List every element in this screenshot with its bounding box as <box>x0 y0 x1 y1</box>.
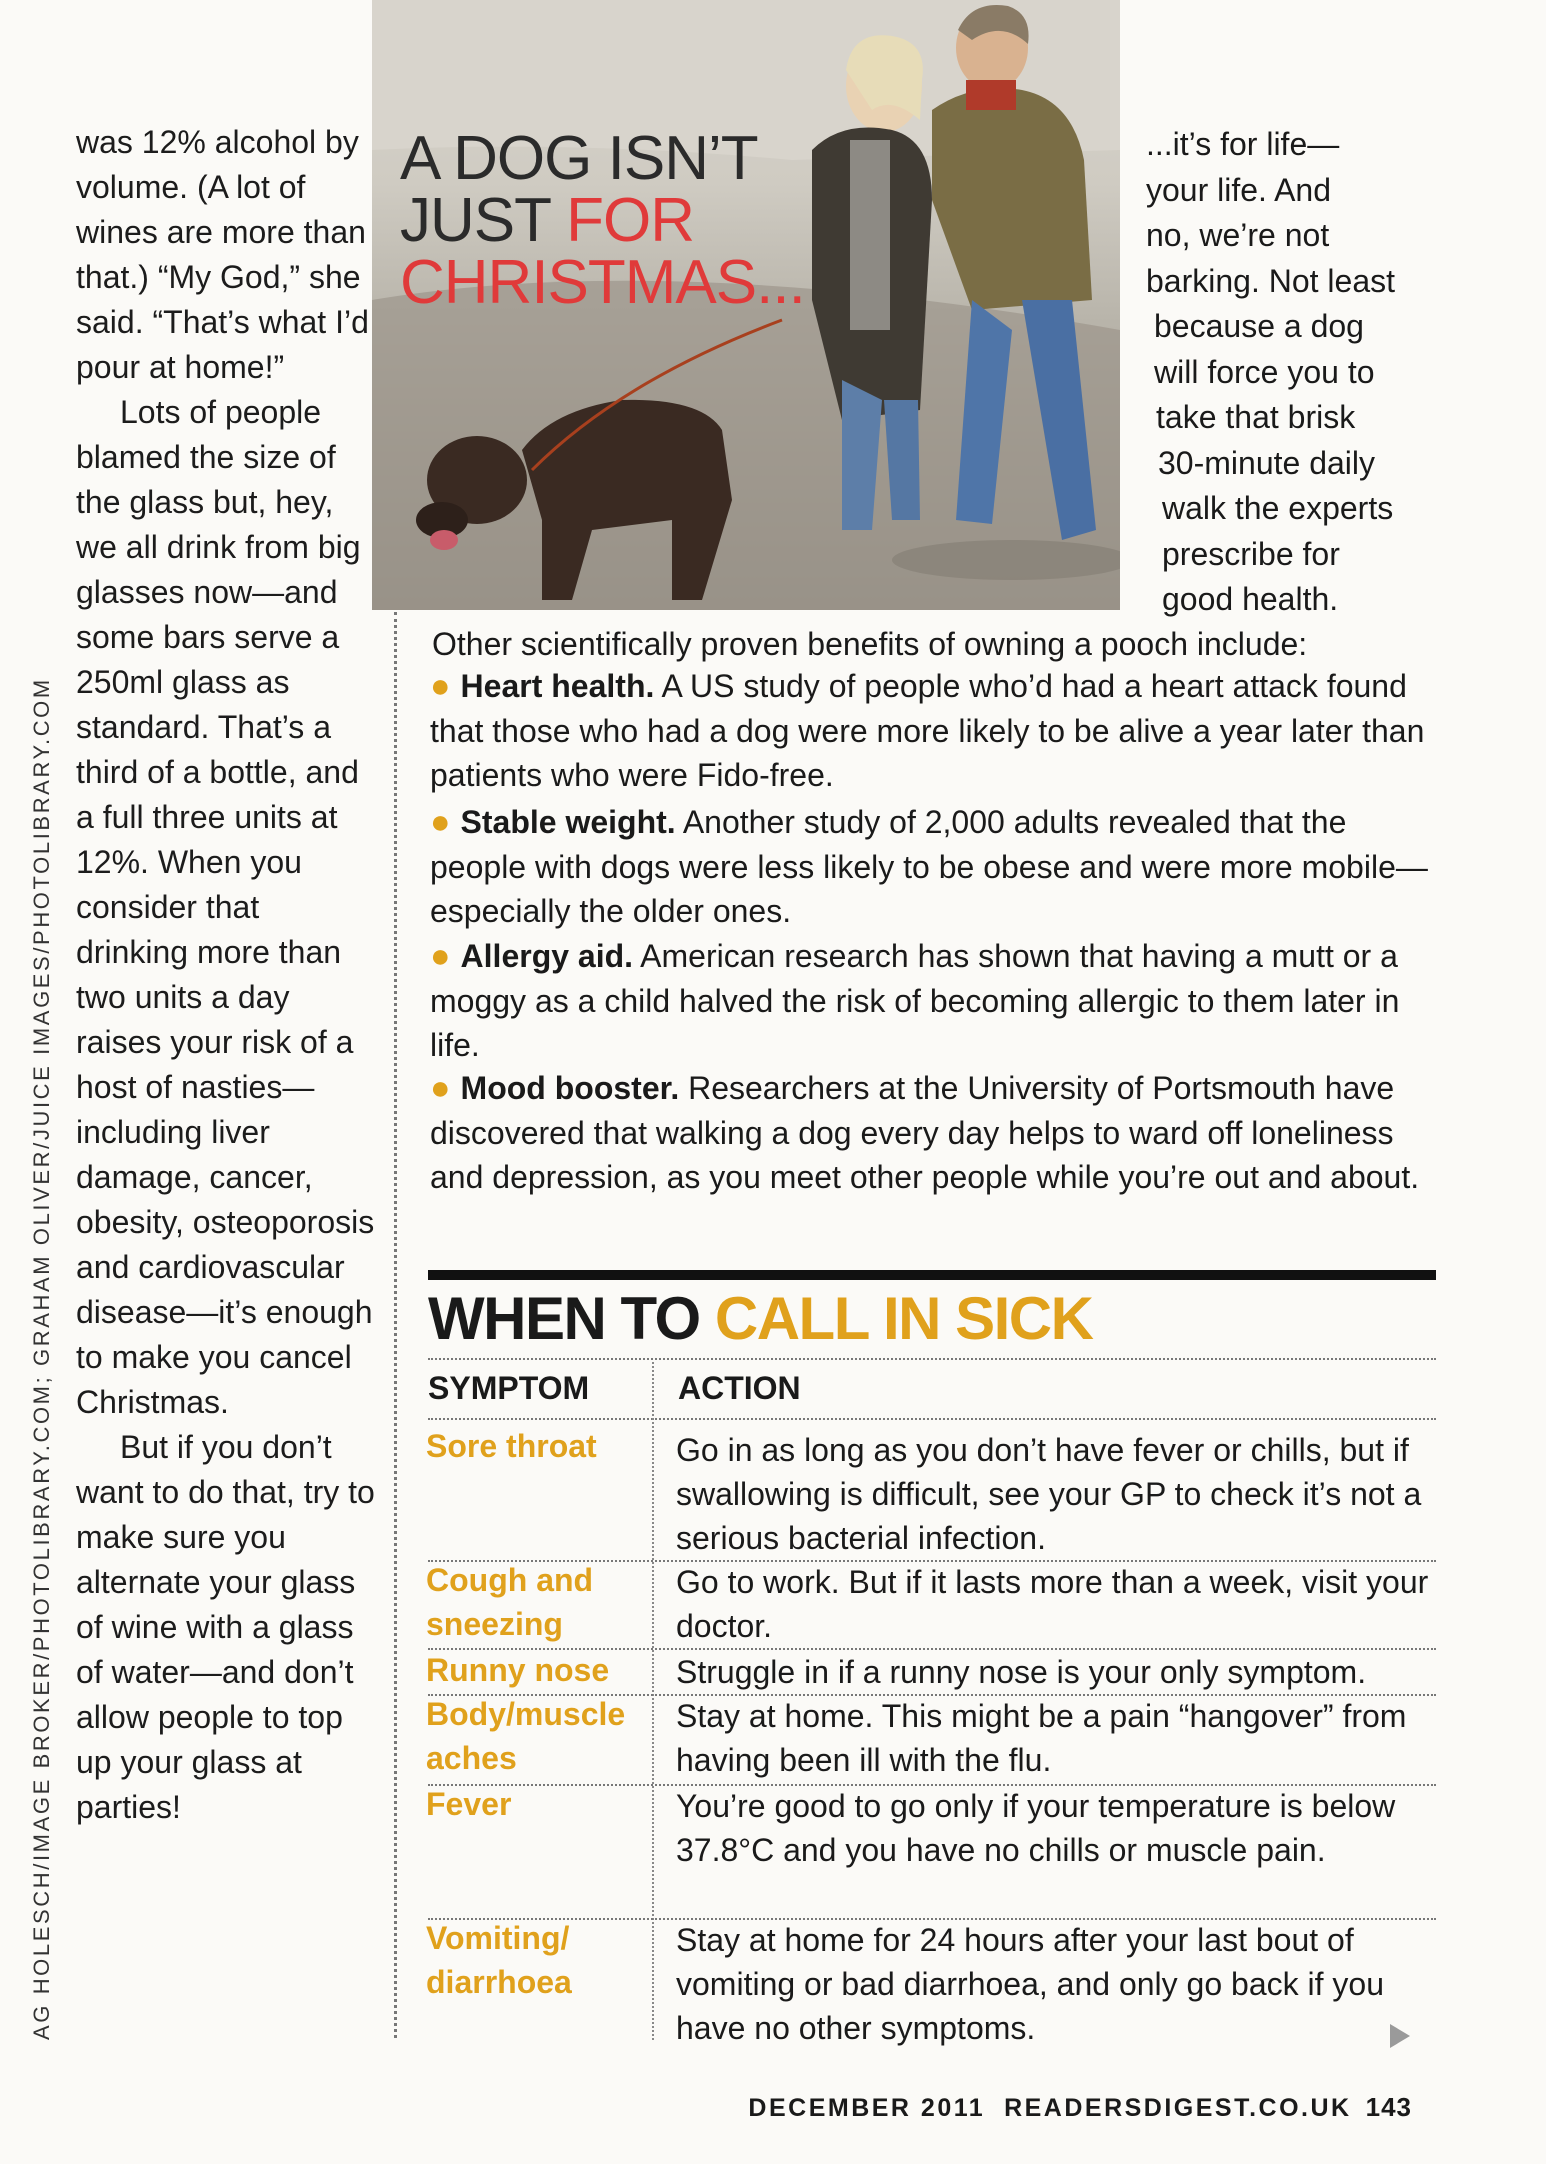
right-column <box>1146 122 1446 623</box>
bullet-dot-icon: ● <box>430 1069 451 1107</box>
bullet-heart-health <box>430 664 1446 798</box>
symptom-cough: Cough and sneezing <box>426 1562 594 1642</box>
table-header-action: ACTION <box>678 1370 801 1406</box>
action-runny-nose: Struggle in if a runny nose is your only symptom. <box>676 1654 1367 1690</box>
bullet-text: Another study of 2,000 adults revealed that the people with dogs were less likely to be obese and were more mobile—especially the older ones. <box>430 804 1428 929</box>
headline-for: FOR <box>566 186 694 255</box>
headline-line-1: A DOG ISN’T <box>400 124 758 193</box>
bullet-stable-weight <box>430 800 1446 934</box>
symptom-fever: Fever <box>426 1786 512 1822</box>
headline-line-3: CHRISTMAS... <box>400 248 805 317</box>
bullet-title: Mood booster. <box>460 1070 680 1106</box>
footer-site: READERSDIGEST.CO.UK <box>1004 2094 1352 2122</box>
bullet-title: Heart health. <box>460 668 655 704</box>
action-cough: Go to work. But if it lasts more than a week, visit your doctor. <box>676 1564 1429 1644</box>
bullet-text: A US study of people who’d had a heart attack found that those who had a dog were more likely to be alive a year later than patients who were Fido-free. <box>430 668 1425 793</box>
right-column-line: prescribe for <box>1162 535 1340 572</box>
right-column-line: no, we’re not <box>1146 217 1330 253</box>
section-title-b: CALL IN SICK <box>714 1285 1093 1352</box>
section-title <box>428 1282 1092 1356</box>
left-paragraph-3: But if you don’t want to do that, try to make sure you alternate your glass of wine with a glass of water—and don’t allow people to top up your glass at parties! <box>76 1429 375 1825</box>
benefits-intro: Other scientifically proven benefits of owning a pooch include: <box>432 626 1308 662</box>
right-column-line: good health. <box>1162 581 1339 617</box>
action-vomiting: Stay at home for 24 hours after your last bout of vomiting or bad diarrhoea, and only go back if you have no other symptoms. <box>676 1922 1384 2046</box>
bullet-title: Allergy aid. <box>460 938 634 974</box>
footer-issue: DECEMBER 2011 <box>748 2094 986 2122</box>
right-column-line: ...it’s for life— <box>1146 126 1340 162</box>
table-line <box>428 1418 1436 1420</box>
page-number: 143 <box>1365 2092 1412 2122</box>
section-title-a: WHEN TO <box>428 1285 715 1352</box>
left-paragraph-1: was 12% alcohol by volume. (A lot of wines are more than that.) “My God,” she said. “That’s what I’d pour at home!” <box>76 124 369 385</box>
bullet-title: Stable weight. <box>460 804 676 840</box>
right-column-line: barking. Not least <box>1146 262 1396 299</box>
left-paragraph-2: Lots of people blamed the size of the glass but, hey, we all drink from big glasses now—and some bars serve a 250ml glass as standard. That’s a third of a bottle, and a full three units at 12%. When you consider that drinking more than two units a day raises your risk of a host of nasties—including liver damage, cancer, obesity, osteoporosis and cardiovascular disease—it’s enough to make you cancel Christmas. <box>76 394 375 1420</box>
page-footer <box>748 2092 1412 2123</box>
right-column-line: take that brisk <box>1156 399 1356 435</box>
bullet-dot-icon: ● <box>430 667 451 705</box>
continue-arrow-icon <box>1390 2024 1410 2048</box>
right-column-line: walk the experts <box>1162 490 1394 526</box>
table-header-symptom: SYMPTOM <box>428 1370 590 1406</box>
section-rule <box>428 1270 1436 1280</box>
bullet-text: American research has shown that having a mutt or a moggy as a child halved the risk of becoming allergic to them later in life. <box>430 938 1400 1063</box>
photo-credit: AG HOLESCH/IMAGE BROKER/PHOTOLIBRARY.COM; GRAHAM OLIVER/JUICE IMAGES/PHOTOLIBRARY.COM <box>29 677 54 2040</box>
action-body-aches: Stay at home. This might be a pain “hangover” from having been ill with the flu. <box>676 1698 1407 1778</box>
headline-just: JUST <box>400 186 567 255</box>
right-column-line: will force you to <box>1154 353 1375 390</box>
bullet-mood-booster <box>430 1066 1446 1200</box>
symptom-body-aches: Body/muscle aches <box>426 1696 626 1776</box>
table-line <box>428 1358 1436 1360</box>
right-column-line: because a dog <box>1154 308 1364 344</box>
column-divider <box>394 612 397 2038</box>
left-column <box>76 120 376 1830</box>
right-column-line: 30-minute daily <box>1158 444 1375 481</box>
bullet-dot-icon: ● <box>430 937 451 975</box>
symptom-vomiting: Vomiting/ diarrhoea <box>426 1920 572 2000</box>
bullet-allergy-aid <box>430 934 1446 1068</box>
bullet-text: Researchers at the University of Portsmouth have discovered that walking a dog every day helps to ward off loneliness and depression, as you meet other people while you’re out and about. <box>430 1070 1420 1195</box>
action-fever: You’re good to go only if your temperature is below 37.8°C and you have no chills or muscle pain. <box>676 1788 1396 1868</box>
symptom-runny-nose: Runny nose <box>426 1652 610 1688</box>
table-column-divider <box>652 1362 654 2040</box>
right-column-line: your life. And <box>1146 171 1331 208</box>
bullet-dot-icon: ● <box>430 803 451 841</box>
action-sore-throat: Go in as long as you don’t have fever or chills, but if swallowing is difficult, see your GP to check it’s not a serious bacterial infection. <box>676 1432 1422 1556</box>
headline-line-2 <box>400 186 805 255</box>
symptom-sore-throat: Sore throat <box>426 1428 597 1464</box>
dog-headline <box>400 124 805 317</box>
